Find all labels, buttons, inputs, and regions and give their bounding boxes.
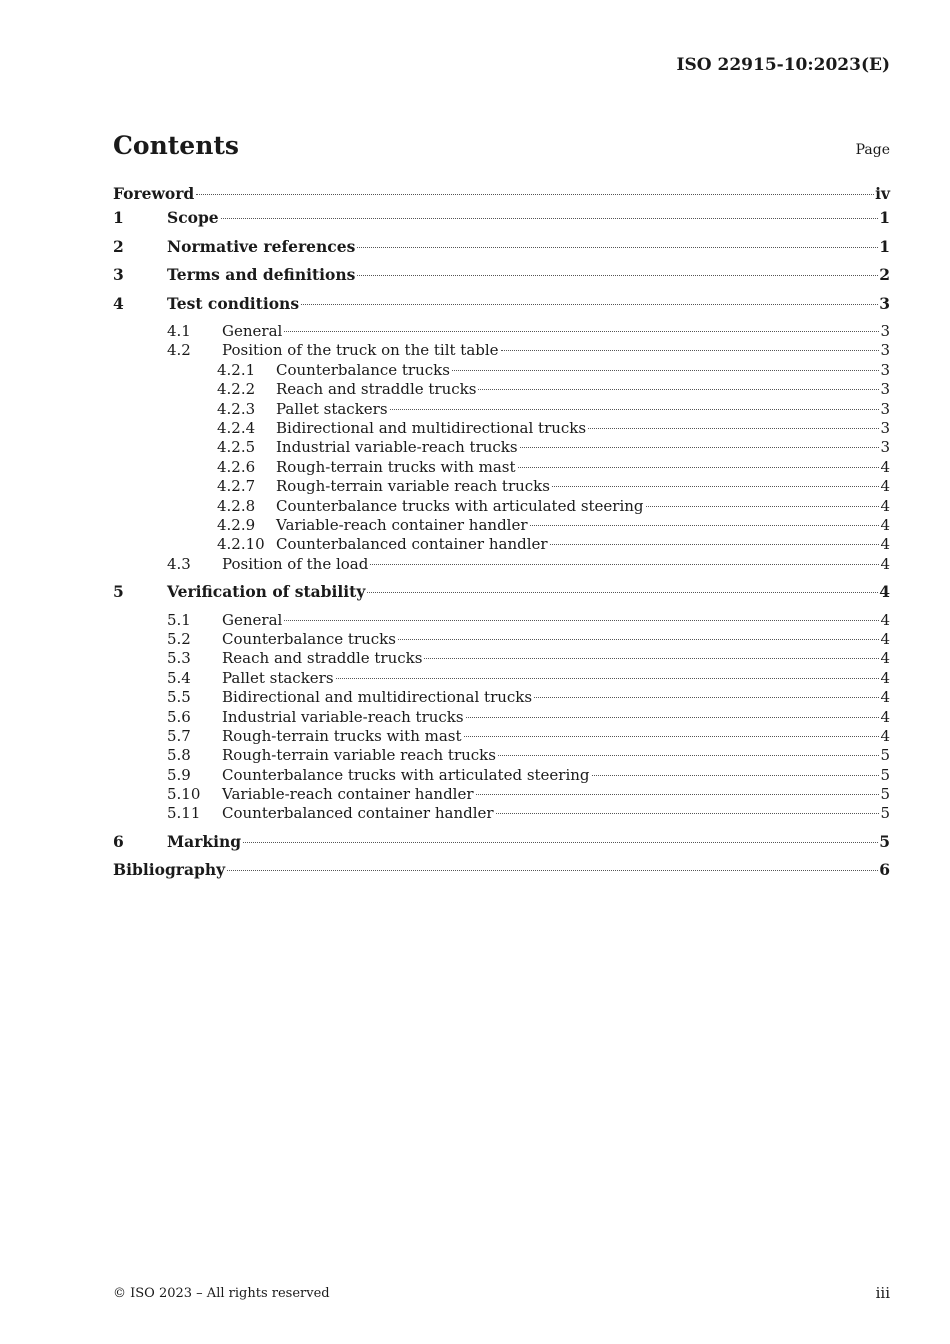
toc-entry-page: 3 xyxy=(880,322,890,340)
toc-entry-page: 1 xyxy=(879,208,890,227)
toc-entry-title: General xyxy=(222,322,283,340)
toc-entry[interactable] xyxy=(113,649,890,668)
toc-entry-page: 3 xyxy=(880,360,890,379)
toc-entry-number: 4.2.5 xyxy=(217,438,256,457)
toc-entry-page: 2 xyxy=(879,265,890,284)
toc-entry[interactable] xyxy=(113,582,890,611)
dot-leader xyxy=(390,409,880,410)
toc-entry-title: Position of the load xyxy=(222,554,369,573)
toc-entry-title: Bibliography xyxy=(113,860,226,880)
toc-entry[interactable] xyxy=(113,341,890,360)
document-reference: ISO 22915-10:2023(E) xyxy=(676,55,890,75)
dot-leader xyxy=(367,592,878,593)
page-number: iii xyxy=(875,1284,890,1302)
dot-leader xyxy=(534,697,879,698)
toc-entry-page: 4 xyxy=(880,668,890,687)
toc-entry-title: Pallet stackers xyxy=(276,399,388,418)
contents-heading: Contents xyxy=(113,131,240,160)
toc-entry-number: 4.2.2 xyxy=(217,380,256,399)
toc-entry-number: 5.10 xyxy=(167,785,201,804)
toc-entry-title: Bidirectional and multidirectional trucks xyxy=(222,688,533,707)
toc-entry[interactable] xyxy=(113,746,890,765)
toc-entry-title: Counterbalanced container handler xyxy=(222,804,494,823)
toc-entry-title: Variable-reach container handler xyxy=(276,515,528,534)
toc-entry-number: 1 xyxy=(113,208,124,227)
dot-leader xyxy=(357,247,878,248)
toc-entry-title: Terms and definitions xyxy=(167,265,356,284)
toc-entry-number: 4.3 xyxy=(167,554,191,573)
toc-entry-page: 3 xyxy=(879,293,890,313)
dot-leader xyxy=(478,389,879,390)
toc-entry-number: 5.1 xyxy=(167,610,191,629)
toc-entry[interactable] xyxy=(113,294,890,323)
toc-entry-number: 4.2.3 xyxy=(217,399,256,418)
toc-entry-page: 4 xyxy=(880,457,890,476)
dot-leader xyxy=(398,639,880,640)
toc-entry-title: General xyxy=(222,610,283,629)
toc-entry-title: Counterbalance trucks with articulated steering xyxy=(222,765,590,784)
toc-entry-title: Rough-terrain trucks with mast xyxy=(276,457,516,476)
toc-entry[interactable] xyxy=(113,766,890,785)
toc-entry-number: 4.2.10 xyxy=(217,535,265,554)
toc-entry[interactable] xyxy=(113,380,890,399)
toc-entry-number: 5 xyxy=(113,582,124,602)
dot-leader xyxy=(550,544,880,545)
toc-entry-number: 4.2.4 xyxy=(217,418,256,437)
toc-entry-page: 4 xyxy=(880,629,890,648)
toc-entry[interactable] xyxy=(113,832,890,861)
toc-entry-title: Bidirectional and multidirectional trucks xyxy=(276,418,587,437)
toc-entry[interactable] xyxy=(113,535,890,554)
toc-entry-page: 4 xyxy=(880,726,890,745)
dot-leader xyxy=(530,525,880,526)
toc-entry[interactable] xyxy=(113,860,890,889)
toc-entry-page: 4 xyxy=(880,688,890,707)
toc-entry[interactable] xyxy=(113,688,890,707)
toc-entry-title: Test conditions xyxy=(167,293,300,313)
toc-entry-title: Pallet stackers xyxy=(222,668,334,687)
toc-entry-page: 4 xyxy=(880,515,890,534)
toc-entry-title: Rough-terrain variable reach trucks xyxy=(222,746,496,765)
toc-entry-title: Marking xyxy=(167,831,242,851)
dot-leader xyxy=(243,842,878,843)
toc-entry[interactable] xyxy=(113,477,890,496)
toc-entry-number: 4.2.6 xyxy=(217,457,256,476)
toc-entry-number: 5.4 xyxy=(167,668,191,687)
toc-entry[interactable] xyxy=(113,555,890,574)
toc-entry-page: 3 xyxy=(880,380,890,399)
toc-entry[interactable] xyxy=(113,458,890,477)
dot-leader xyxy=(196,194,874,195)
toc-entry-page: 3 xyxy=(880,418,890,437)
dot-leader xyxy=(518,467,880,468)
toc-entry-page: 3 xyxy=(880,399,890,418)
toc-entry-title: Rough-terrain trucks with mast xyxy=(222,726,462,745)
toc-entry-title: Counterbalance trucks xyxy=(222,629,396,648)
dot-leader xyxy=(370,564,879,565)
toc-entry-page: 6 xyxy=(879,860,890,880)
toc-entry-page: 4 xyxy=(880,496,890,515)
dot-leader xyxy=(284,620,879,621)
toc-entry-title: Scope xyxy=(167,208,219,227)
dot-leader xyxy=(284,331,879,332)
toc-entry[interactable] xyxy=(113,785,890,804)
toc-entry-number: 3 xyxy=(113,265,124,284)
toc-entry-number: 5.3 xyxy=(167,649,191,668)
dot-leader xyxy=(424,658,879,659)
toc-entry-number: 5.6 xyxy=(167,707,191,726)
toc-entry-title: Industrial variable-reach trucks xyxy=(222,707,464,726)
toc-entry-number: 4.1 xyxy=(167,322,191,340)
toc-entry-page: 3 xyxy=(880,341,890,360)
toc-entry[interactable] xyxy=(113,727,890,746)
dot-leader xyxy=(357,275,878,276)
toc-entry-title: Reach and straddle trucks xyxy=(276,380,477,399)
dot-leader xyxy=(501,350,880,351)
toc-entry-page: 1 xyxy=(879,236,890,256)
toc-entry-title: Counterbalanced container handler xyxy=(276,535,548,554)
toc-entry[interactable] xyxy=(113,611,890,630)
dot-leader xyxy=(464,736,880,737)
toc-entry-page: 5 xyxy=(880,785,890,804)
toc-entry[interactable] xyxy=(113,497,890,516)
toc-entry-page: iv xyxy=(875,184,890,203)
toc-entry-number: 6 xyxy=(113,831,124,851)
toc-entry[interactable] xyxy=(113,516,890,535)
toc-entry-page: 4 xyxy=(880,610,890,629)
toc-entry-page: 5 xyxy=(880,765,890,784)
toc-entry-page: 4 xyxy=(880,554,890,573)
toc-entry-title: Verification of stability xyxy=(167,582,366,602)
toc-entry-number: 5.2 xyxy=(167,629,191,648)
toc-entry-page: 5 xyxy=(880,804,890,823)
toc-entry[interactable] xyxy=(113,708,890,727)
toc-entry-page: 4 xyxy=(880,649,890,668)
dot-leader xyxy=(221,218,879,219)
toc-entry-page: 4 xyxy=(880,707,890,726)
dot-leader xyxy=(227,870,878,871)
dot-leader xyxy=(520,447,880,448)
toc-entry[interactable] xyxy=(113,400,890,419)
toc-entry-title: Rough-terrain variable reach trucks xyxy=(276,477,550,496)
toc-entry-number: 5.8 xyxy=(167,746,191,765)
dot-leader xyxy=(592,775,880,776)
toc-entry-page: 4 xyxy=(879,582,890,602)
toc-entry[interactable] xyxy=(113,361,890,380)
toc-entry-number: 4.2.8 xyxy=(217,496,256,515)
toc-entry[interactable] xyxy=(113,419,890,438)
toc-entry-page: 4 xyxy=(880,535,890,554)
toc-entry[interactable] xyxy=(113,438,890,457)
toc-entry-number: 5.11 xyxy=(167,804,201,823)
toc-entry-number: 5.7 xyxy=(167,726,191,745)
toc-entry-title: Position of the truck on the tilt table xyxy=(222,341,499,360)
toc-entry[interactable] xyxy=(113,237,890,266)
toc-entry-number: 2 xyxy=(113,236,124,256)
dot-leader xyxy=(466,717,880,718)
dot-leader xyxy=(301,304,878,305)
toc-entry[interactable] xyxy=(113,804,890,823)
copyright-notice: © ISO 2023 – All rights reserved xyxy=(113,1286,330,1301)
toc-entry-title: Variable-reach container handler xyxy=(222,785,474,804)
dot-leader xyxy=(498,755,879,756)
dot-leader xyxy=(476,794,880,795)
toc-entry-title: Foreword xyxy=(113,184,195,203)
toc-entry-page: 3 xyxy=(880,438,890,457)
dot-leader xyxy=(336,678,880,679)
toc-entry-page: 5 xyxy=(880,746,890,765)
dot-leader xyxy=(552,486,879,487)
toc-entry-title: Reach and straddle trucks xyxy=(222,649,423,668)
toc-entry-page: 5 xyxy=(879,831,890,851)
toc-entry-page: 4 xyxy=(880,477,890,496)
page-column-label: Page xyxy=(855,142,890,158)
toc-entry[interactable] xyxy=(113,184,890,208)
table-of-contents xyxy=(113,184,890,889)
toc-entry-title: Counterbalance trucks xyxy=(276,360,450,379)
toc-entry-number: 4.2 xyxy=(167,341,191,360)
toc-entry-number: 5.9 xyxy=(167,765,191,784)
dot-leader xyxy=(588,428,879,429)
dot-leader xyxy=(452,370,880,371)
toc-entry[interactable] xyxy=(113,208,890,237)
toc-entry[interactable] xyxy=(113,669,890,688)
dot-leader xyxy=(646,506,880,507)
toc-entry-title: Normative references xyxy=(167,236,356,256)
toc-entry[interactable] xyxy=(113,630,890,649)
toc-entry-number: 4.2.1 xyxy=(217,360,256,379)
toc-entry-number: 4.2.9 xyxy=(217,515,256,534)
toc-entry-title: Industrial variable-reach trucks xyxy=(276,438,518,457)
toc-entry-number: 5.5 xyxy=(167,688,191,707)
dot-leader xyxy=(496,813,880,814)
toc-entry-number: 4.2.7 xyxy=(217,477,256,496)
toc-entry[interactable] xyxy=(113,265,890,294)
toc-entry-title: Counterbalance trucks with articulated steering xyxy=(276,496,644,515)
toc-entry-number: 4 xyxy=(113,293,124,313)
toc-entry[interactable] xyxy=(113,322,890,341)
